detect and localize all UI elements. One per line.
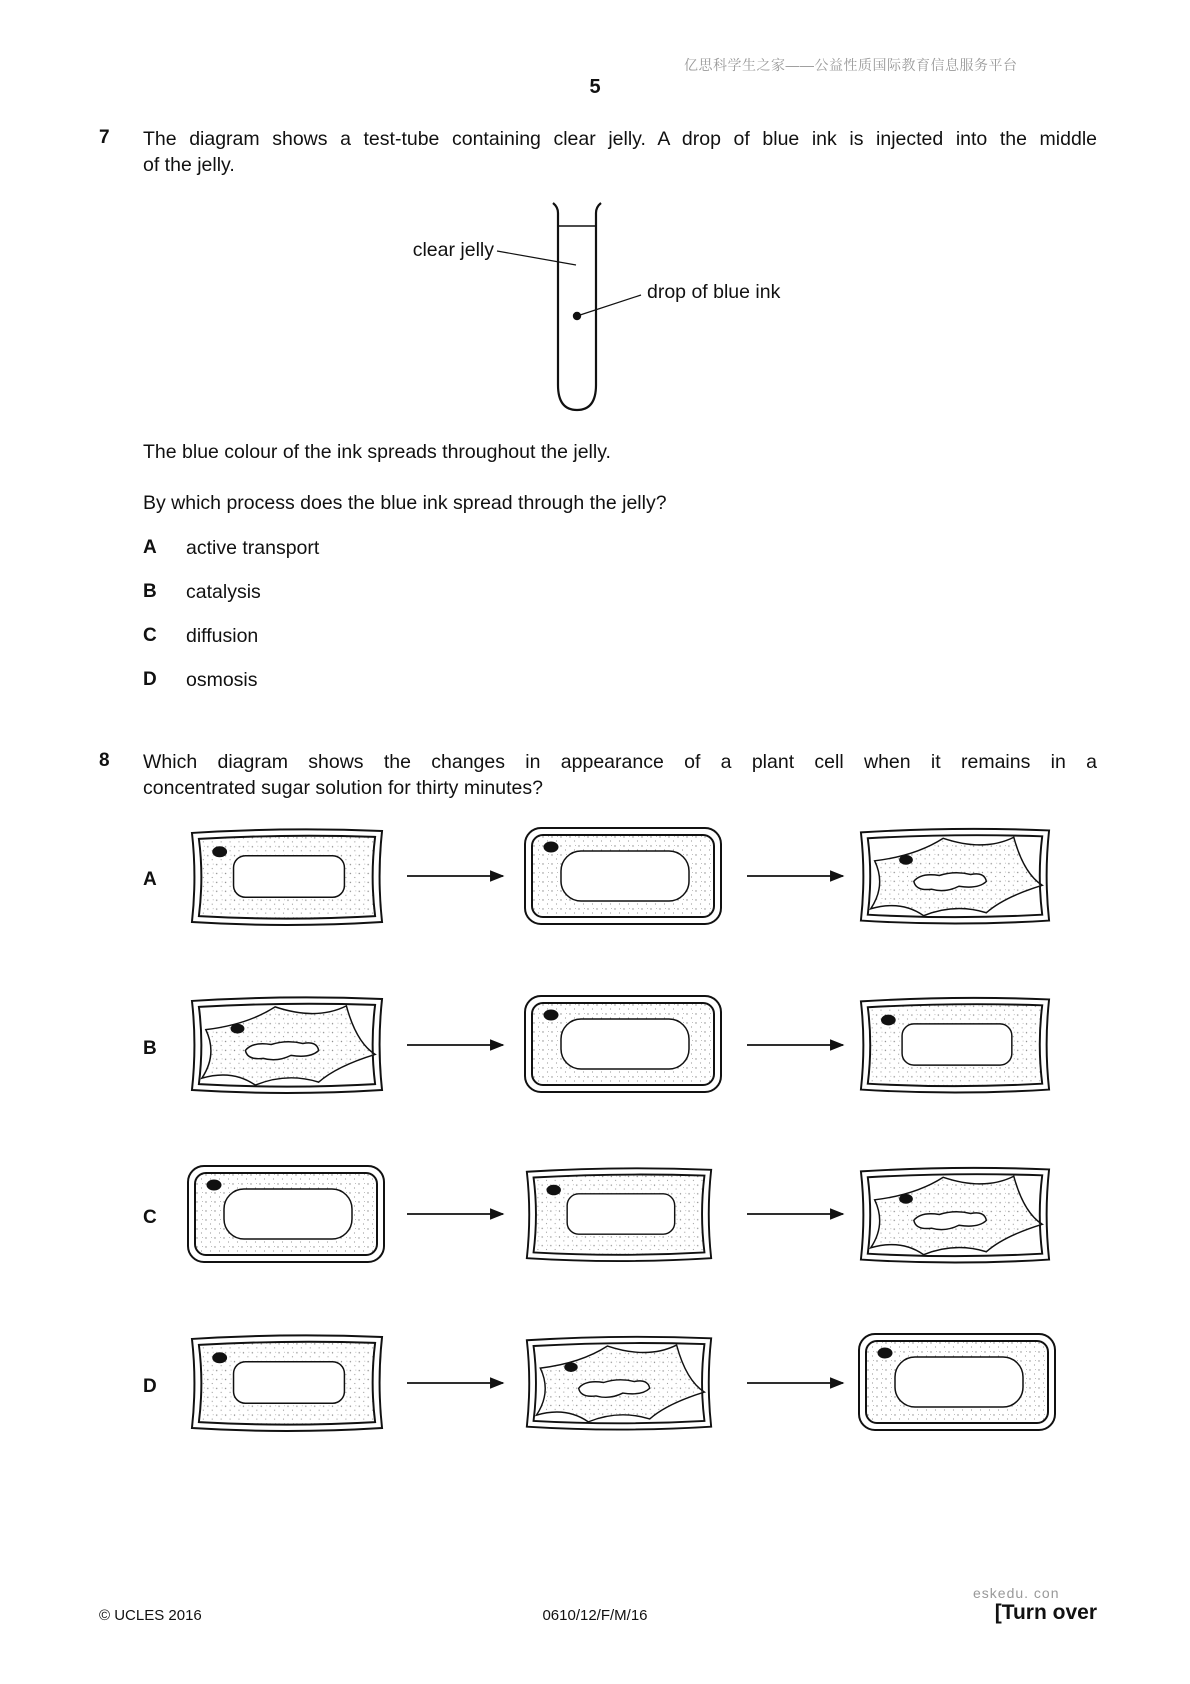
label-clear-jelly: clear jelly: [412, 239, 494, 261]
option-a-text: active transport: [186, 537, 320, 559]
option-b-letter: B: [143, 581, 157, 602]
question-7-number: 7: [99, 127, 110, 148]
option-a-letter: A: [143, 537, 157, 558]
option-d-text: osmosis: [186, 669, 258, 691]
question-7-text: [143, 126, 1097, 178]
option-c-text: diffusion: [186, 625, 259, 647]
question-7-statement: The blue colour of the ink spreads throughout the jelly.: [143, 441, 611, 463]
paper-code: 0610/12/F/M/16: [542, 1607, 648, 1624]
question-8-text-line1: Which diagram shows the changes in appearance of a plant cell when it remains in a: [143, 751, 1097, 773]
test-tube-diagram: [380, 195, 840, 420]
row-d-label: D: [143, 1376, 157, 1397]
question-8-text: [143, 749, 1097, 801]
watermark: 亿思科学生之家——公益性质国际教育信息服务平台: [684, 57, 1018, 73]
row-b-cell-3: [861, 998, 1049, 1093]
option-d-letter: D: [143, 669, 157, 690]
row-c-cell-1: [188, 1166, 384, 1262]
row-d-cell-1: [192, 1335, 382, 1431]
site-watermark: eskedu. con: [973, 1585, 1060, 1601]
jelly-leader-line: [497, 251, 576, 265]
option-c-letter: C: [143, 625, 157, 646]
page-number: 5: [589, 76, 601, 98]
question-7-question: By which process does the blue ink spread through the jelly?: [143, 492, 667, 514]
option-b-text: catalysis: [186, 581, 261, 603]
row-c-cell-3: [861, 1168, 1049, 1263]
question-7-text-line1: The diagram shows a test-tube containing clear jelly. A drop of blue ink is injected into the middle: [143, 128, 1097, 150]
row-a-cell-3: [861, 829, 1049, 924]
question-7-text-line2: of the jelly.: [143, 154, 235, 176]
row-b-cell-1: [192, 997, 382, 1093]
ink-leader-line: [577, 295, 641, 316]
row-b-cell-2: [525, 996, 721, 1092]
question-8-number: 8: [99, 750, 110, 771]
row-c-label: C: [143, 1207, 157, 1228]
row-d-cell-2: [527, 1337, 711, 1430]
copyright: © UCLES 2016: [99, 1607, 202, 1624]
label-drop-of-blue-ink: drop of blue ink: [647, 281, 781, 303]
test-tube-outline: [553, 203, 601, 410]
row-d-cell-3: [859, 1334, 1055, 1430]
row-a-cell-2: [525, 828, 721, 924]
row-a-cell-1: [192, 829, 382, 925]
turn-over: [Turn over: [994, 1601, 1097, 1624]
question-8-text-line2: concentrated sugar solution for thirty minutes?: [143, 777, 543, 799]
row-b-label: B: [143, 1038, 157, 1059]
row-c-cell-2: [527, 1168, 711, 1261]
row-a-label: A: [143, 869, 157, 890]
